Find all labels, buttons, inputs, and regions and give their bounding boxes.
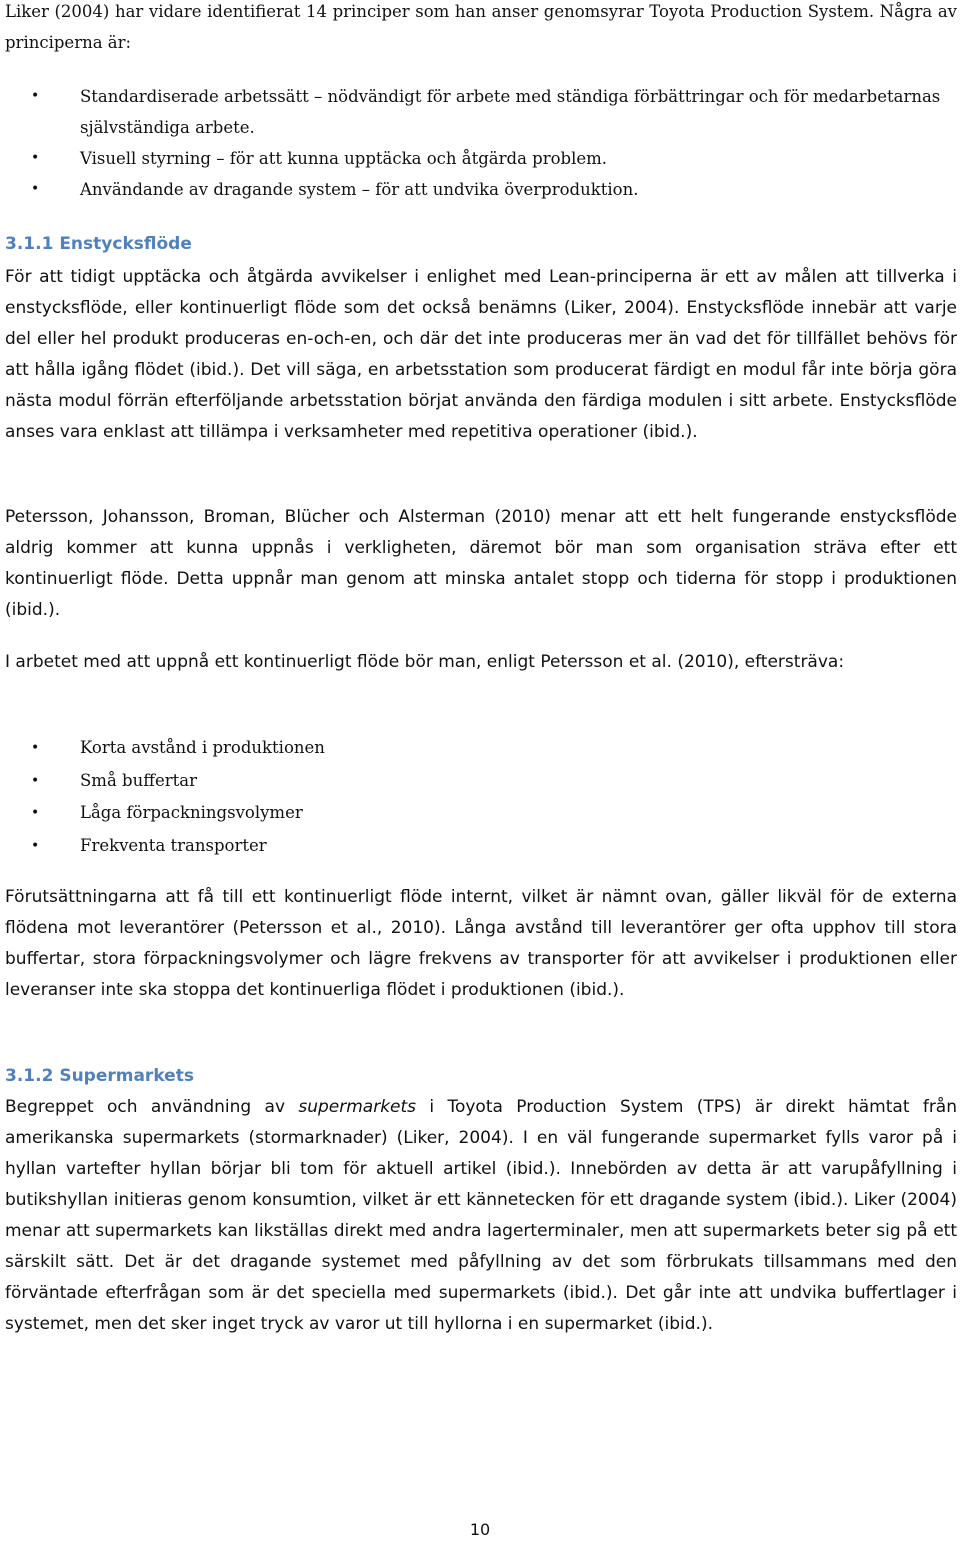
section-312-heading-block	[5, 1064, 957, 1088]
paragraph-enstycksflode: För att tidigt upptäcka och åtgärda avvikelser i enlighet med Lean-principerna är ett av målen att tillverka i enstycksflöde, eller kontinuerligt flöde som det också benämns (Liker, 2004). Enstycksflöde innebär att varje del eller hel produkt produceras en-och-en, och där det inte produceras mer än vad det för tillfället behövs för att hålla igång flödet (ibid.). Det vill säga, en arbetsstation som producerat färdigt en modul får inte börja göra nästa modul förrän efterföljande arbetsstation börjat använda den färdiga modulen i sitt arbete. Enstycksflöde anses vara enklast att tillämpa i verksamheter med repetitiva operationer (ibid.).	[5, 267, 957, 442]
bullet-icon: •	[31, 772, 40, 789]
bullet-icon: •	[31, 150, 40, 166]
section-311-p3-block	[5, 647, 957, 678]
paragraph-eftersträva: I arbetet med att uppnå ett kontinuerligt flöde bör man, enligt Petersson et al. (2010), eftersträva:	[5, 652, 845, 672]
section-311-p4-block	[5, 882, 957, 1006]
section-311-p2-block	[5, 502, 957, 626]
list-item: • Små buffertar	[5, 765, 957, 798]
bullet-icon: •	[31, 837, 40, 854]
section-311-p1-block	[5, 262, 957, 448]
list-item: • Standardiserade arbetssätt – nödvändigt för arbete med ständiga förbättringar och för medarbetarnas självständiga arbete.	[5, 81, 957, 143]
paragraph-petersson: Petersson, Johansson, Broman, Blücher och Alsterman (2010) menar att ett helt fungerande enstycksflöde aldrig kommer att kunna uppnås i verkligheten, däremot bör man som organisation sträva efter ett kontinuerligt flöde. Detta uppnår man genom att minska antalet stopp och tiderna för stopp i produktionen (ibid.).	[5, 507, 957, 620]
flow-list	[5, 732, 957, 862]
principles-block	[5, 81, 957, 205]
section-heading-312: 3.1.2 Supermarkets	[5, 1066, 194, 1086]
list-item: • Visuell styrning – för att kunna upptäcka och åtgärda problem.	[5, 143, 957, 174]
bullet-icon: •	[31, 181, 40, 197]
list-item: • Användande av dragande system – för att undvika överproduktion.	[5, 174, 957, 205]
section-312-p-block	[5, 1092, 957, 1340]
flow-list-block	[5, 732, 957, 862]
list-item: • Frekventa transporter	[5, 830, 957, 863]
intro-paragraph: Liker (2004) har vidare identifierat 14 principer som han anser genomsyrar Toyota Production System. Några av principerna är:	[5, 2, 957, 52]
page-number: 10	[469, 1520, 491, 1539]
section-311-heading-block	[5, 232, 957, 256]
paragraph-forutsattningarna: Förutsättningarna att få till ett kontinuerligt flöde internt, vilket är nämnt ovan, gäller likväl för de externa flödena mot leverantörer (Petersson et al., 2010). Långa avstånd till leverantörer ger ofta upphov till stora buffertar, stora förpackningsvolymer och lägre frekvens av transporter för att avvikelser i produktionen eller leveranser inte ska stoppa det kontinuerliga flödet i produktionen (ibid.).	[5, 887, 957, 1000]
list-item: • Låga förpackningsvolymer	[5, 797, 957, 830]
principles-list	[5, 81, 957, 205]
list-item: • Korta avstånd i produktionen	[5, 732, 957, 765]
intro-block	[5, 0, 957, 58]
emphasis-supermarkets: supermarkets	[298, 1097, 417, 1117]
section-heading-311: 3.1.1 Enstycksflöde	[5, 234, 192, 254]
paragraph-supermarkets: Begreppet och användning av supermarkets i Toyota Production System (TPS) är direkt hämtat från amerikanska supermarkets (stormarknader) (Liker, 2004). I en väl fungerande supermarket fylls varor på i hyllan vartefter hyllan börjar bli tom för aktuell artikel (ibid.). Innebörden av detta är att varupåfyllning i butikshyllan initieras genom konsumtion, vilket är ett kännetecken för ett dragande system (ibid.). Liker (2004) menar att supermarkets kan likställas direkt med andra lagerterminaler, men att supermarkets beter sig på ett särskilt sätt. Det är det dragande systemet med påfyllning av det som förbrukats tillsammans med den förväntade efterfrågan som är det speciella med supermarkets (ibid.). Det går inte att undvika buffertlager i systemet, men det sker inget tryck av varor ut till hyllorna i en supermarket (ibid.).	[5, 1097, 957, 1334]
bullet-icon: •	[31, 805, 40, 821]
bullet-icon: •	[31, 88, 40, 104]
bullet-icon: •	[31, 740, 40, 756]
